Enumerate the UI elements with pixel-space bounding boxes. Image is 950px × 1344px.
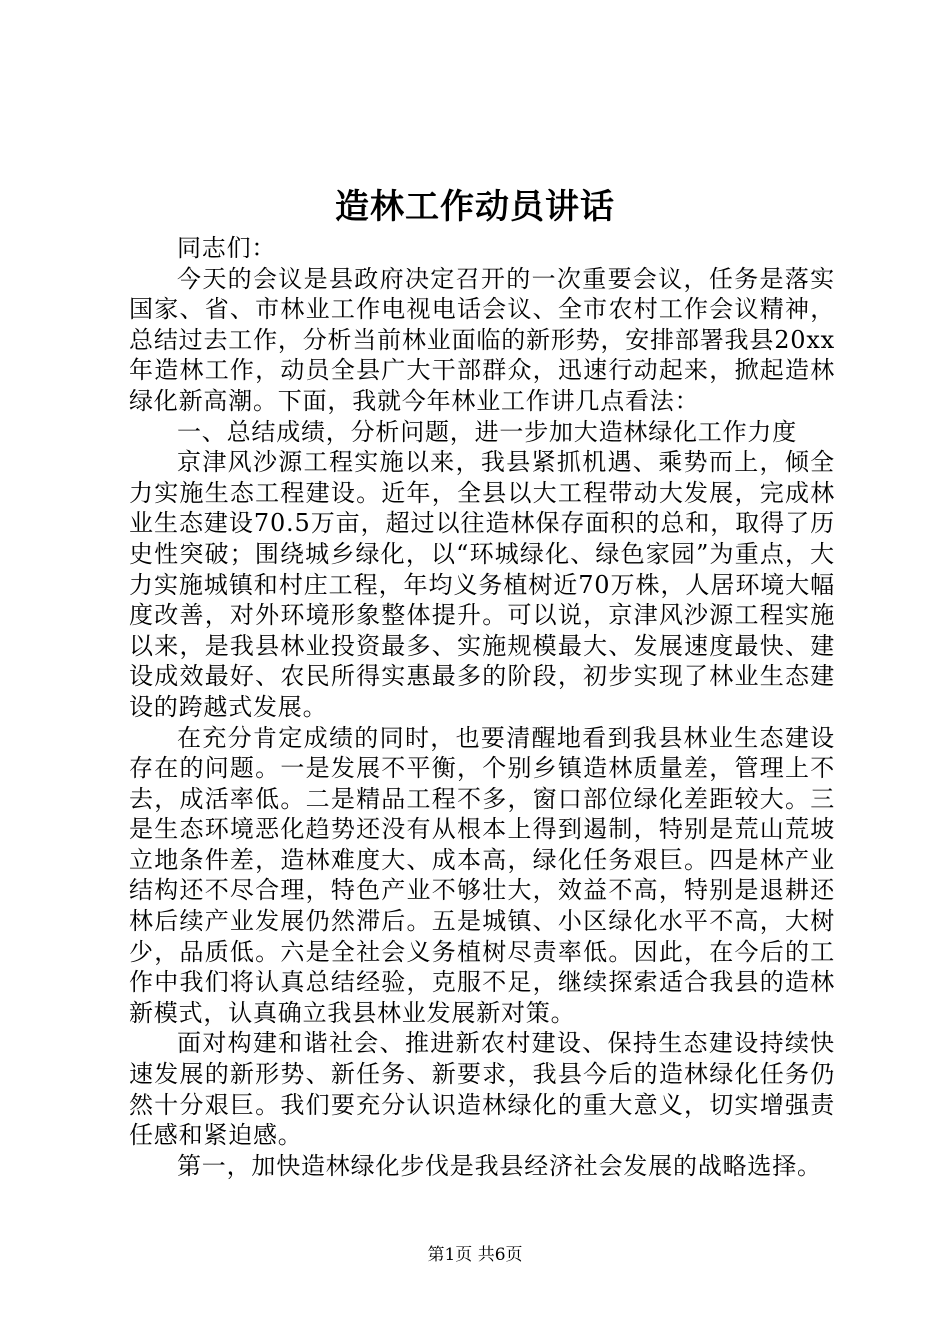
document-title: 造林工作动员讲话 [335, 187, 615, 227]
body-paragraph: 在充分肯定成绩的同时，也要清醒地看到我县林业生态建设存在的问题。一是发展不平衡，个别乡镇造林质量差，管理上不去，成活率低。二是精品工程不多，窗口部位绿化差距较大。三是生态环境恶化趋势还没有从根本上得到遏制，特别是荒山荒坡立地条件差，造林难度大、成本高，绿化任务艰巨。四是林产业结构还不尽合理，特色产业不够壮大，效益不高，特别是退耕还林后续产业发展仍然滞后。五是城镇、小区绿化水平不高，大树少，品质低。六是全社会义务植树尽责率低。因此，在今后的工作中我们将认真总结经验，克服不足，继续探索适合我县的造林新模式，认真确立我县林业发展新对策。 [129, 723, 835, 1027]
body-paragraph: 京津风沙源工程实施以来，我县紧抓机遇、乘势而上，倾全力实施生态工程建设。近年，全县以大工程带动大发展，完成林业生态建设70.5万亩，超过以往造林保存面积的总和，取得了历史性突破；围绕城乡绿化，以“环城绿化、绿色家园”为重点，大力实施城镇和村庄工程，年均义务植树近70万株，人居环境大幅度改善，对外环境形象整体提升。可以说，京津风沙源工程实施以来，是我县林业投资最多、实施规模最大、发展速度最快、建设成效最好、农民所得实惠最多的阶段，初步实现了林业生态建设的跨越式发展。 [129, 448, 835, 721]
document-body [129, 233, 835, 1181]
page-footer: 第1页 共6页 [427, 1245, 523, 1265]
salutation-paragraph: 同志们： [177, 234, 277, 262]
body-paragraph: 面对构建和谐社会、推进新农村建设、保持生态建设持续快速发展的新形势、新任务、新要求，我县今后的造林绿化任务仍然十分艰巨。我们要充分认识造林绿化的重大意义，切实增强责任感和紧迫感。 [129, 1029, 835, 1150]
body-paragraph: 今天的会议是县政府决定召开的一次重要会议，任务是落实国家、省、市林业工作电视电话会议、全市农村工作会议精神，总结过去工作，分析当前林业面临的新形势，安排部署我县20xx年造林工作，动员全县广大干部群众，迅速行动起来，掀起造林绿化新高潮。下面，我就今年林业工作讲几点看法： [129, 264, 835, 415]
section-heading-paragraph: 一、总结成绩，分析问题，进一步加大造林绿化工作力度 [177, 417, 797, 446]
body-paragraph: 第一，加快造林绿化步伐是我县经济社会发展的战略选择。 [177, 1151, 822, 1180]
